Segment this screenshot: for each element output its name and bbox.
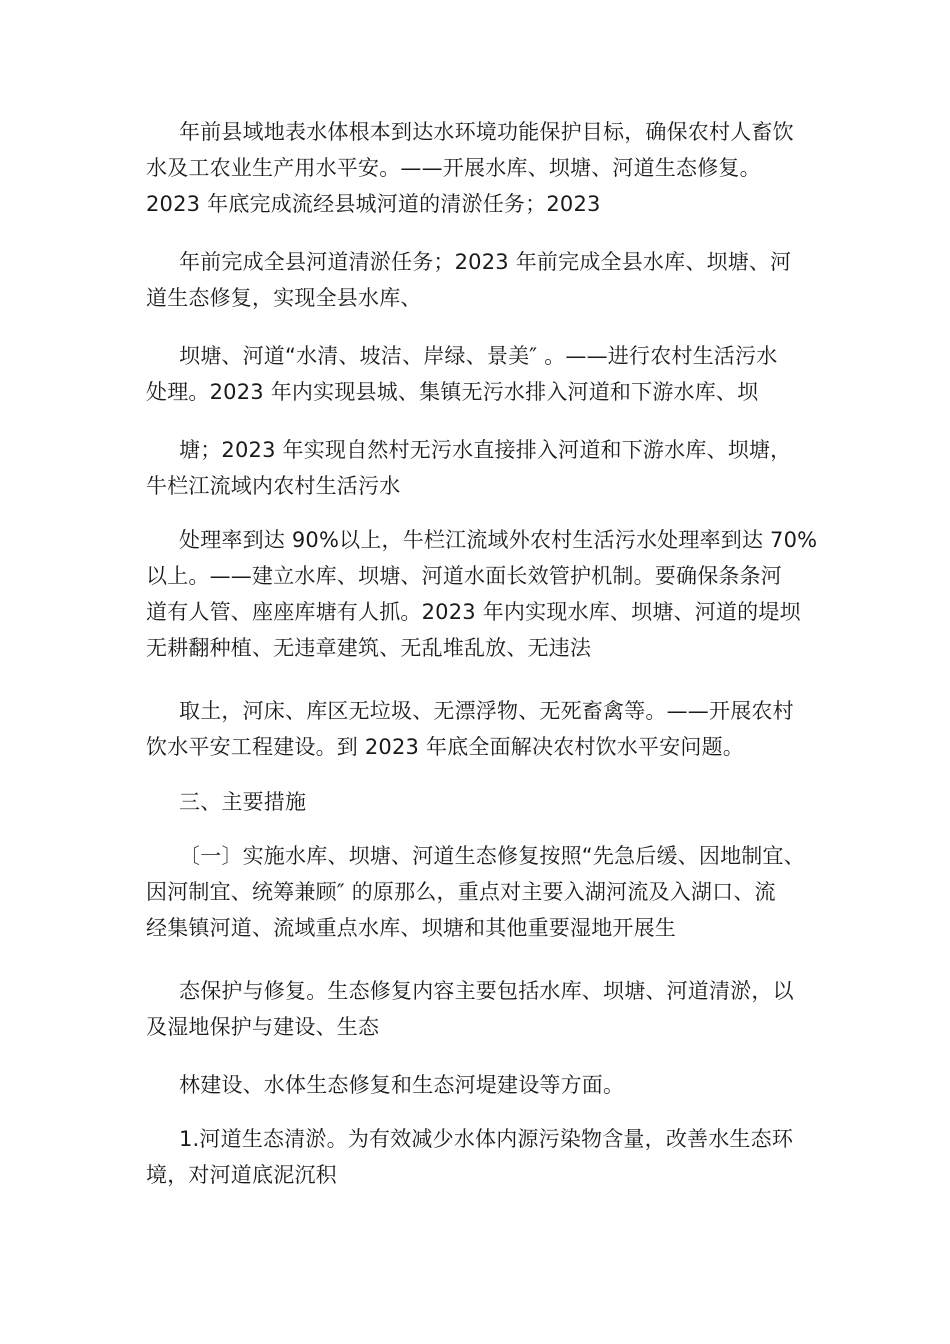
text-line: 境，对河道底泥沉积 xyxy=(146,1163,337,1187)
text-line: 年前完成全县河道清淤任务；2023 年前完成全县水库、坝塘、河 xyxy=(179,250,792,274)
text-line: 1.河道生态清淤。为有效减少水体内源污染物含量，改善水生态环 xyxy=(179,1127,794,1151)
paragraph-3 xyxy=(146,338,826,410)
paragraph-9 xyxy=(146,1067,826,1103)
text-line: 〔一〕实施水库、坝塘、河道生态修复按照“先急后缓、因地制宜、 xyxy=(179,844,805,868)
paragraph-7 xyxy=(146,838,826,946)
text-line: 道有人管、座座库塘有人抓。2023 年内实现水库、坝塘、河道的堤坝 xyxy=(146,600,801,624)
text-line: 塘；2023 年实现自然村无污水直接排入河道和下游水库、坝塘， xyxy=(179,438,792,462)
text-line: 无耕翻种植、无违章建筑、无乱堆乱放、无违法 xyxy=(146,636,592,660)
paragraph-6 xyxy=(146,693,826,765)
paragraph-10 xyxy=(146,1121,826,1193)
paragraph-5 xyxy=(146,522,826,666)
paragraph-2 xyxy=(146,244,826,316)
text-line: 坝塘、河道“水清、坡洁、岸绿、景美″ 。——进行农村生活污水 xyxy=(179,344,778,368)
text-line: 及湿地保护与建设、生态 xyxy=(146,1015,380,1039)
text-line: 2023 年底完成流经县城河道的清淤任务；2023 xyxy=(146,192,601,216)
text-line: 处理。2023 年内实现县城、集镇无污水排入河道和下游水库、坝 xyxy=(146,380,759,404)
text-line: 因河制宜、统筹兼顾″ 的原那么，重点对主要入湖河流及入湖口、流 xyxy=(146,880,776,904)
text-line: 牛栏江流域内农村生活污水 xyxy=(146,474,401,498)
section-heading xyxy=(146,784,826,820)
text-line: 取土，河床、库区无垃圾、无漂浮物、无死畜禽等。——开展农村 xyxy=(179,699,794,723)
heading-line: 三、主要措施 xyxy=(179,790,307,814)
text-line: 态保护与修复。生态修复内容主要包括水库、坝塘、河道清淤，以 xyxy=(179,979,794,1003)
text-line: 饮水平安工程建设。到 2023 年底全面解决农村饮水平安问题。 xyxy=(146,735,744,759)
text-line: 林建设、水体生态修复和生态河堤建设等方面。 xyxy=(179,1073,625,1097)
text-line: 水及工农业生产用水平安。——开展水库、坝塘、河道生态修复。 xyxy=(146,156,761,180)
text-line: 经集镇河道、流域重点水库、坝塘和其他重要湿地开展生 xyxy=(146,916,676,940)
paragraph-8 xyxy=(146,973,826,1045)
paragraph-4 xyxy=(146,432,826,504)
text-line: 处理率到达 90%以上，牛栏江流域外农村生活污水处理率到达 70% xyxy=(179,528,818,552)
paragraph-1 xyxy=(146,114,826,222)
text-line: 以上。——建立水库、坝塘、河道水面长效管护机制。要确保条条河 xyxy=(146,564,782,588)
text-line: 年前县域地表水体根本到达水环境功能保护目标，确保农村人畜饮 xyxy=(179,120,794,144)
text-line: 道生态修复，实现全县水库、 xyxy=(146,286,422,310)
